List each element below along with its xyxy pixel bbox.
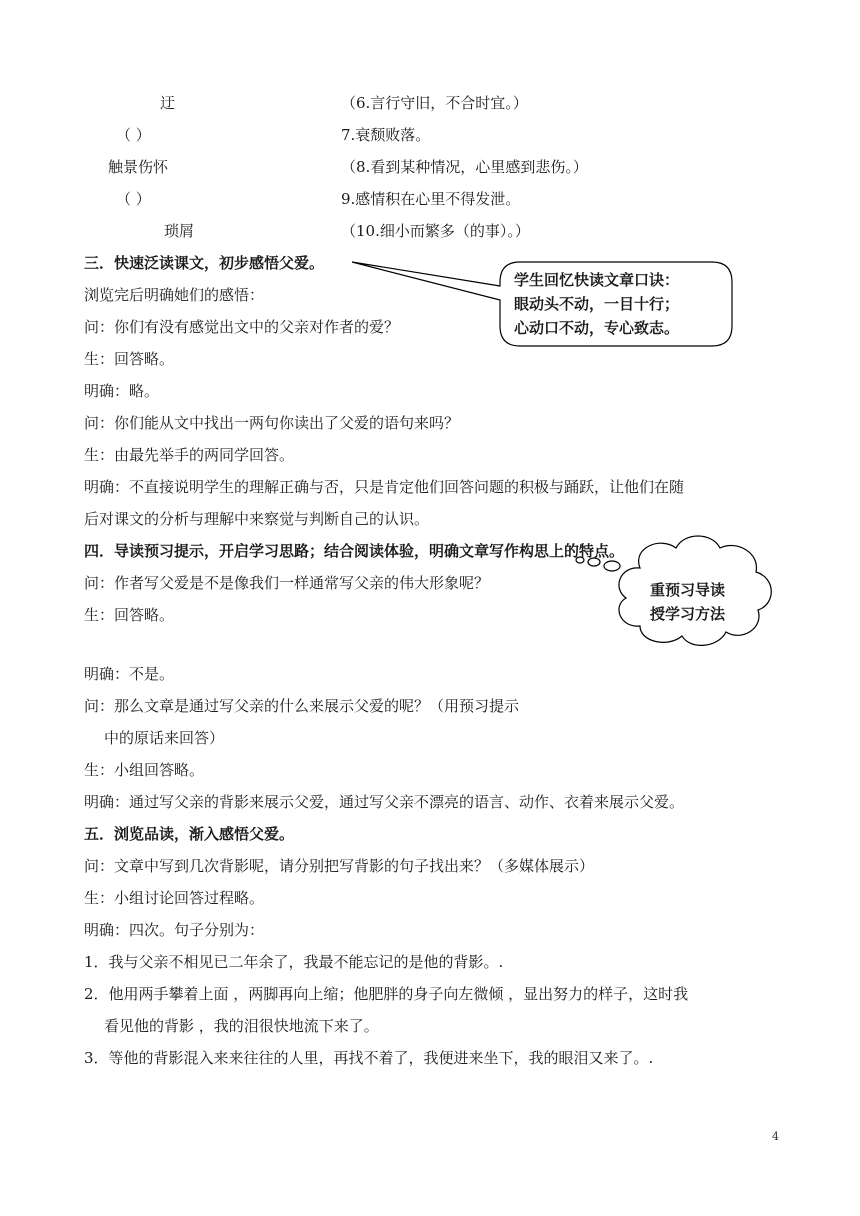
list-item: 2．他用两手攀着上面 ，两脚再向上缩；他肥胖的身子向左微倾 ，显出努力的样子，这时我: [84, 985, 689, 1003]
vocab-blank-1: （ ）: [116, 126, 151, 144]
section5-heading: 五．浏览品读，渐入感悟父爱。: [84, 825, 295, 843]
vocab-word-3: 琐屑: [164, 222, 195, 240]
section4-line: 生：回答略。: [84, 606, 175, 624]
list-item-continuation: 看见他的背影 ，我的泪很快地流下来了。: [104, 1017, 379, 1035]
section3-line: 生：由最先举手的两同学回答。: [84, 446, 295, 464]
vocab-definition-6: （6.言行守旧，不合时宜。）: [341, 94, 528, 112]
list-item: 3．等他的背影混入来来往往的人里，再找不着了，我便进来坐下，我的眼泪又来了。.: [84, 1049, 654, 1067]
section3-line: 浏览完后明确她们的感悟：: [84, 286, 265, 304]
section3-line: 问：你们能从文中找出一两句你读出了父爱的语句来吗？: [84, 414, 460, 432]
section4-line: 生：小组回答略。: [84, 761, 205, 779]
section4-line: 问：那么文章是通过写父亲的什么来展示父爱的呢？（用预习提示: [84, 697, 520, 715]
section4-line: 明确：不是。: [84, 665, 175, 683]
callout2-line: 重预习导读: [650, 581, 726, 599]
section3-line: 生：回答略。: [84, 350, 175, 368]
section4-heading: 四．导读预习提示，开启学习思路；结合阅读体验，明确文章写作构思上的特点。: [84, 542, 625, 560]
section4-line: 明确：通过写父亲的背影来展示父爱，通过写父亲不漂亮的语言、动作、衣着来展示父爱。: [84, 793, 685, 811]
section5-line: 问：文章中写到几次背影呢，请分别把写背影的句子找出来？（多媒体展示）: [84, 857, 595, 875]
vocab-word-2: 触景伤怀: [108, 158, 169, 176]
vocab-word-1: 迂: [160, 94, 176, 112]
vocab-definition-7: 7.衰颓败落。: [341, 126, 431, 144]
vocab-definition-10: （10.细小而繁多（的事）。）: [341, 222, 530, 240]
callout2-line: 授学习方法: [650, 605, 726, 623]
page-number: 4: [772, 1130, 779, 1143]
section3-line: 明确：略。: [84, 382, 160, 400]
vocab-definition-9: 9.感情积在心里不得发泄。: [341, 190, 521, 208]
section4-line: 问：作者写父爱是不是像我们一样通常写父亲的伟大形象呢？: [84, 574, 490, 592]
section3-line: 明确：不直接说明学生的理解正确与否，只是肯定他们回答问题的积极与踊跃，让他们在随: [84, 478, 685, 496]
vocab-definition-8: （8.看到某种情况，心里感到悲伤。）: [341, 158, 588, 176]
section3-heading: 三．快速泛读课文，初步感悟父爱。: [84, 254, 325, 272]
section3-line: 后对课文的分析与理解中来察觉与判断自己的认识。: [84, 510, 430, 528]
section4-line: 中的原话来回答）: [104, 729, 225, 747]
vocab-blank-2: （ ）: [116, 190, 151, 208]
callout1-line: 学生回忆快读文章口诀：: [514, 271, 680, 289]
section3-line: 问：你们有没有感觉出文中的父亲对作者的爱？: [84, 318, 400, 336]
callout1-line: 心动口不动，专心致志。: [514, 319, 680, 337]
section5-line: 生：小组讨论回答过程略。: [84, 889, 265, 907]
section5-line: 明确：四次。句子分别为：: [84, 921, 265, 939]
list-item: 1．我与父亲不相见已二年余了，我最不能忘记的是他的背影。.: [84, 953, 504, 971]
callout1-line: 眼动头不动，一目十行；: [514, 295, 680, 313]
